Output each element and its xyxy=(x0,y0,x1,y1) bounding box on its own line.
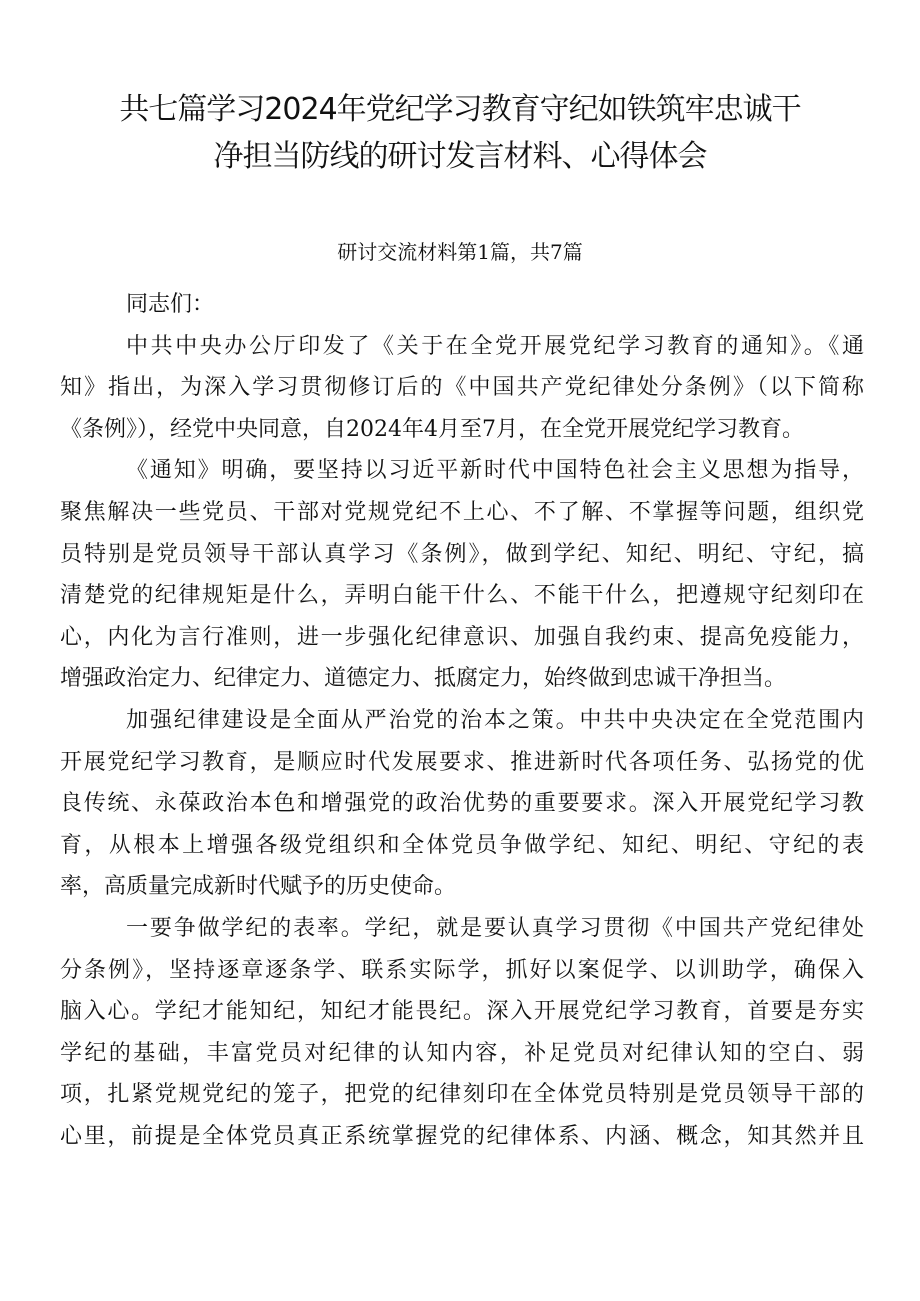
paragraph-line: 项，扎紧党规党纪的笼子，把党的纪律刻印在全体党员特别是党员领导干部的 xyxy=(60,1082,864,1108)
paragraph-line: 清楚党的纪律规矩是什么，弄明白能干什么、不能干什么，把遵规守纪刻印在 xyxy=(60,583,864,609)
paragraph-line: 心里，前提是全体党员真正系统掌握党的纪律体系、内涵、概念，知其然并且 xyxy=(60,1123,864,1149)
title-line-1: 共七篇学习2024年党纪学习教育守纪如铁筑牢忠诚干 xyxy=(119,92,801,127)
paragraph-line: 《条例》），经党中央同意，自2024年4月至7月，在全党开展党纪学习教育。 xyxy=(60,416,804,442)
paragraph-3 xyxy=(60,700,864,908)
greeting: 同志们： xyxy=(126,292,215,317)
paragraph-line: 分条例》，坚持逐章逐条学、联系实际学，抓好以案促学、以训助学，确保入 xyxy=(60,957,864,983)
paragraph-line: 聚焦解决一些党员、干部对党规党纪不上心、不了解、不掌握等问题，组织党 xyxy=(60,499,864,525)
paragraph-line: 一要争做学纪的表率。学纪，就是要认真学习贯彻《中国共产党纪律处 xyxy=(126,915,864,941)
paragraph-1 xyxy=(60,326,864,451)
paragraph-line: 脑入心。学纪才能知纪，知纪才能畏纪。深入开展党纪学习教育，首要是夯实 xyxy=(60,999,864,1025)
paragraph-line: 增强政治定力、纪律定力、道德定力、抵腐定力，始终做到忠诚干净担当。 xyxy=(60,666,787,692)
document-body xyxy=(60,284,864,1157)
paragraph-line: 《通知》明确，要坚持以习近平新时代中国特色社会主义思想为指导， xyxy=(126,458,864,484)
paragraph-line: 知》指出，为深入学习贯彻修订后的《中国共产党纪律处分条例》（以下简称 xyxy=(60,375,864,401)
paragraph-line: 员特别是党员领导干部认真学习《条例》，做到学纪、知纪、明纪、守纪，搞 xyxy=(60,541,864,567)
paragraph-line: 育，从根本上增强各级党组织和全体党员争做学纪、知纪、明纪、守纪的表 xyxy=(60,832,864,858)
document-subtitle: 研讨交流材料第1篇，共7篇 xyxy=(337,240,583,264)
paragraph-line: 良传统、永葆政治本色和增强党的政治优势的重要要求。深入开展党纪学习教 xyxy=(60,791,864,817)
paragraph-2 xyxy=(60,450,864,700)
paragraph-line: 率，高质量完成新时代赋予的历史使命。 xyxy=(60,874,457,900)
paragraph-line: 中共中央办公厅印发了《关于在全党开展党纪学习教育的通知》。《通 xyxy=(126,333,864,359)
document-title xyxy=(60,86,860,180)
paragraph-4 xyxy=(60,908,864,1158)
paragraph-line: 学纪的基础，丰富党员对纪律的认知内容，补足党员对纪律认知的空白、弱 xyxy=(60,1040,864,1066)
title-line-2: 净担当防线的研讨发言材料、心得体会 xyxy=(213,139,707,174)
paragraph-line: 心，内化为言行准则，进一步强化纪律意识、加强自我约束、提高免疫能力， xyxy=(60,624,864,650)
paragraph-line: 加强纪律建设是全面从严治党的治本之策。中共中央决定在全党范围内 xyxy=(126,707,864,733)
paragraph-line: 开展党纪学习教育，是顺应时代发展要求、推进新时代各项任务、弘扬党的优 xyxy=(60,749,864,775)
